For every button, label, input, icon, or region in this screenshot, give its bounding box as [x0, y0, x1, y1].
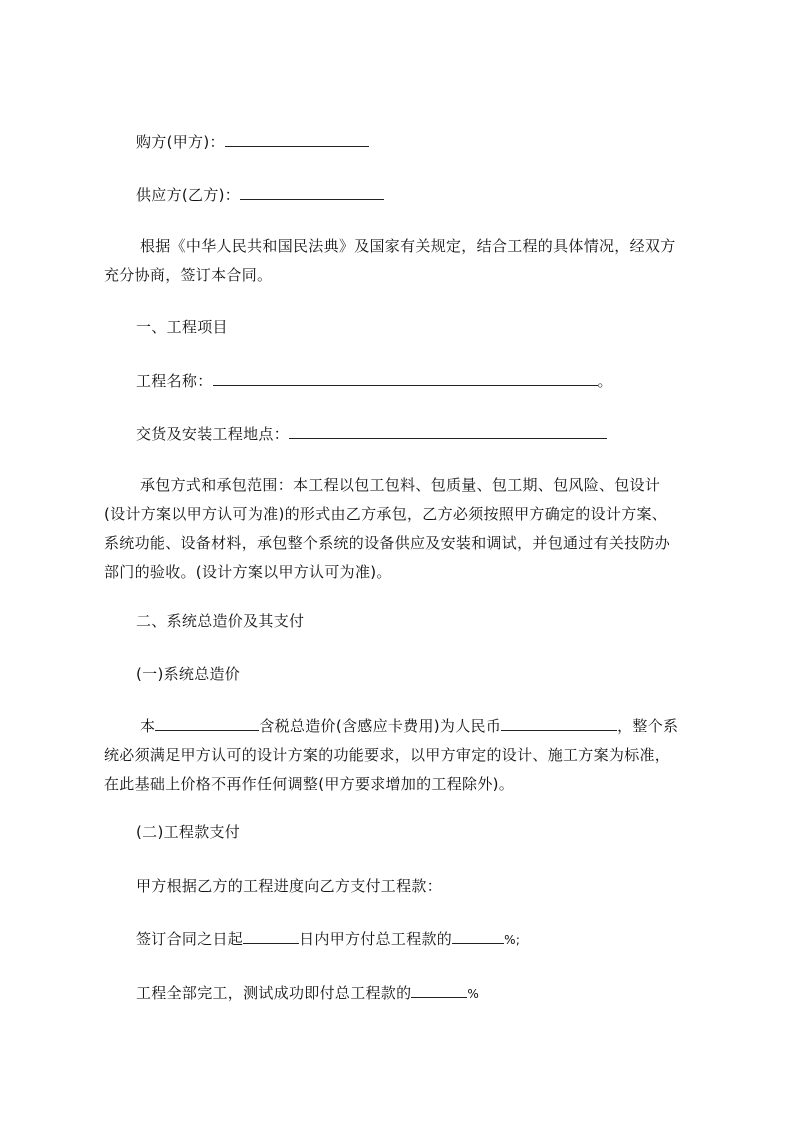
section1-heading: 一、工程项目: [136, 318, 228, 336]
buyer-blank: [225, 132, 369, 147]
payment-1b: 日内甲方付总工程款的: [299, 930, 453, 948]
price-line-3: 在此基础上价格不再作任何调整(甲方要求增加的工程除外)。: [104, 775, 515, 793]
supplier-label: 供应方(乙方)：: [136, 186, 241, 204]
price-line-2: 统必须满足甲方认可的设计方案的功能要求，以甲方审定的设计、施工方案为标准，: [104, 746, 671, 764]
payment-intro-line: [104, 875, 704, 897]
location-label: 交货及安装工程地点：: [136, 425, 290, 443]
price-line-1c: ，整个系: [617, 717, 679, 735]
payment-1-line: [104, 928, 704, 951]
price-amount-blank: [501, 716, 617, 731]
location-blank: [289, 424, 607, 439]
buyer-line: [104, 131, 704, 153]
section1-heading-line: [104, 316, 704, 338]
supplier-blank: [240, 185, 384, 200]
price-line-1a: 本: [140, 717, 156, 735]
payment-percent-2-blank: [411, 983, 467, 998]
intro-paragraph: [104, 232, 704, 290]
scope-paragraph: [104, 471, 704, 587]
project-name-line: [104, 370, 704, 392]
sub1-heading-line: [104, 663, 704, 685]
sub2-heading-line: [104, 821, 704, 843]
scope-line-1: 承包方式和承包范围：本工程以包工包料、包质量、包工期、包风险、包设计: [140, 476, 661, 494]
intro-line-1: 根据《中华人民共和国民法典》及国家有关规定，结合工程的具体情况，经双方: [140, 237, 676, 255]
section2-heading-line: [104, 610, 704, 632]
sub2-heading: (二)工程款支付: [136, 823, 241, 841]
project-name-suffix: 。: [597, 372, 613, 390]
supplier-line: [104, 184, 704, 206]
payment-intro: 甲方根据乙方的工程进度向乙方支付工程款：: [136, 877, 443, 895]
project-name-blank: [213, 371, 598, 386]
scope-line-2: (设计方案以甲方认可为准)的形式由乙方承包，乙方必须按照甲方确定的设计方案、: [104, 505, 668, 523]
intro-line-2: 充分协商，签订本合同。: [104, 266, 273, 284]
payment-percent-1-blank: [452, 929, 504, 944]
payment-1c: %;: [504, 933, 521, 947]
payment-2b: %: [467, 987, 480, 1001]
sub1-heading: (一)系统总造价: [136, 665, 241, 683]
location-line: [104, 423, 704, 445]
project-name-label: 工程名称：: [136, 372, 213, 390]
price-item-blank: [155, 716, 259, 731]
scope-line-4: 部门的验收。(设计方案以甲方认可为准)。: [104, 563, 392, 581]
price-paragraph: [104, 712, 704, 799]
scope-line-3: 系统功能、设备材料，承包整个系统的设备供应及安装和调试，并包通过有关技防办: [104, 534, 671, 552]
section2-heading: 二、系统总造价及其支付: [136, 612, 305, 630]
payment-days-blank: [243, 929, 299, 944]
payment-2a: 工程全部完工，测试成功即付总工程款的: [136, 984, 412, 1002]
price-line-1: [104, 712, 704, 741]
payment-2-line: [104, 982, 704, 1005]
payment-1a: 签订合同之日起: [136, 930, 244, 948]
buyer-label: 购方(甲方)：: [136, 133, 225, 151]
price-line-1b: 含税总造价(含感应卡费用)为人民币: [259, 717, 502, 735]
